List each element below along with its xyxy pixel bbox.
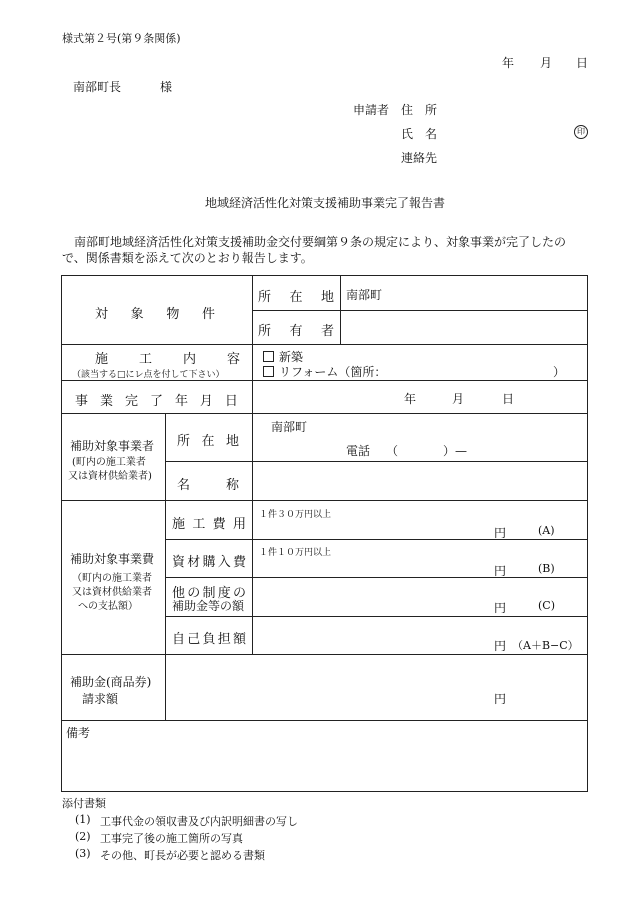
contractor-label: 補助対象事業者 (70, 439, 155, 453)
attachment-2-num: (2) (75, 830, 91, 843)
phone-open: （ (386, 444, 399, 458)
contractor-name-label: 名 称 (177, 478, 239, 493)
cost-sub-2: 又は資材供給業者 (72, 587, 152, 598)
cost-a-unit: 円 (494, 526, 507, 540)
date-day: 日 (576, 56, 589, 70)
intro-line-1: 南部町地域経済活性化対策支援補助金交付要綱第９条の規定により、対象事業が完了したの (62, 235, 567, 249)
contractor-sub-2: 又は資材供給業者) (68, 471, 152, 482)
phone-close: ）— (443, 444, 468, 458)
completion-label: 事 業 完 了 年 月 日 (75, 394, 238, 409)
document-title: 地域経済活性化対策支援補助事業完了報告書 (205, 196, 446, 210)
cost-c-label-1: 他 の 制 度 の (172, 586, 246, 601)
property-label: 対 象 物 件 (95, 307, 215, 322)
checkbox-new-icon[interactable] (263, 351, 274, 362)
option-reform-close: ） (553, 365, 566, 379)
cost-sub-3: への支払額） (78, 601, 138, 612)
contractor-location-label: 所 在 地 (177, 434, 239, 449)
applicant-label: 申請者 (353, 103, 390, 117)
cost-a-note: １件３０万円以上 (259, 510, 332, 520)
cost-c-code: (C) (538, 599, 555, 612)
form-number: 様式第２号(第９条関係) (62, 32, 181, 45)
construction-label: 施 工 内 容 (95, 352, 240, 367)
cost-b-code: (B) (538, 562, 555, 575)
completion-month: 月 (452, 392, 465, 406)
property-owner-label: 所 有 者 (258, 324, 334, 339)
applicant-address-label: 住 所 (401, 103, 438, 117)
cost-self-code: （A＋B−C） (512, 639, 579, 652)
cost-b-note: １件１０万円以上 (259, 548, 332, 558)
attachment-3-text: その他、町長が必要と認める書類 (100, 849, 265, 862)
cost-self-unit: 円 (494, 639, 507, 653)
cost-a-label: 施 工 費 用 (172, 517, 246, 532)
cost-self-label: 自 己 負 担 額 (172, 632, 246, 647)
property-location-value: 南部町 (346, 288, 383, 302)
cost-b-unit: 円 (494, 564, 507, 578)
property-location-label: 所 在 地 (258, 290, 334, 305)
applicant-name-label: 氏 名 (401, 127, 438, 141)
date-month: 月 (540, 56, 553, 70)
option-new[interactable]: 新築 (263, 348, 303, 365)
intro-line-2: で、関係書類を添えて次のとおり報告します。 (62, 251, 313, 265)
option-reform[interactable]: リフォーム（箇所： (263, 363, 386, 380)
contractor-phone-label: 電話 (346, 444, 371, 458)
attachment-1-num: (1) (75, 813, 91, 826)
completion-year: 年 (404, 392, 417, 406)
cost-c-label-2: 補助金等の額 (172, 599, 245, 613)
completion-day: 日 (502, 392, 515, 406)
checkbox-reform-icon[interactable] (263, 366, 274, 377)
attachment-3-num: (3) (75, 847, 91, 860)
attachments-heading: 添付書類 (62, 797, 106, 810)
date-year: 年 (502, 56, 515, 70)
cost-a-code: (A) (538, 524, 555, 537)
subsidy-label-1: 補助金(商品券) (70, 675, 152, 689)
contractor-location-value: 南部町 (271, 420, 308, 434)
seal-mark: 印 (574, 125, 588, 139)
cost-c-unit: 円 (494, 601, 507, 615)
cost-label: 補助対象事業費 (70, 552, 155, 566)
remarks-label: 備考 (66, 726, 91, 740)
subsidy-unit: 円 (494, 692, 507, 706)
applicant-contact-label: 連絡先 (401, 151, 438, 165)
attachment-1-text: 工事代金の領収書及び内訳明細書の写し (100, 815, 298, 828)
cost-sub-1: （町内の施工業者 (72, 573, 152, 584)
subsidy-label-2: 請求額 (82, 692, 119, 706)
construction-note: （該当する□にレ点を付して下さい） (72, 370, 225, 380)
addressee-honorific: 様 (160, 80, 173, 94)
addressee-name: 南部町長 (73, 80, 122, 94)
cost-b-label: 資 材 購 入 費 (172, 555, 246, 570)
attachment-2-text: 工事完了後の施工箇所の写真 (100, 832, 243, 845)
contractor-sub-1: (町内の施工業者 (72, 457, 146, 468)
